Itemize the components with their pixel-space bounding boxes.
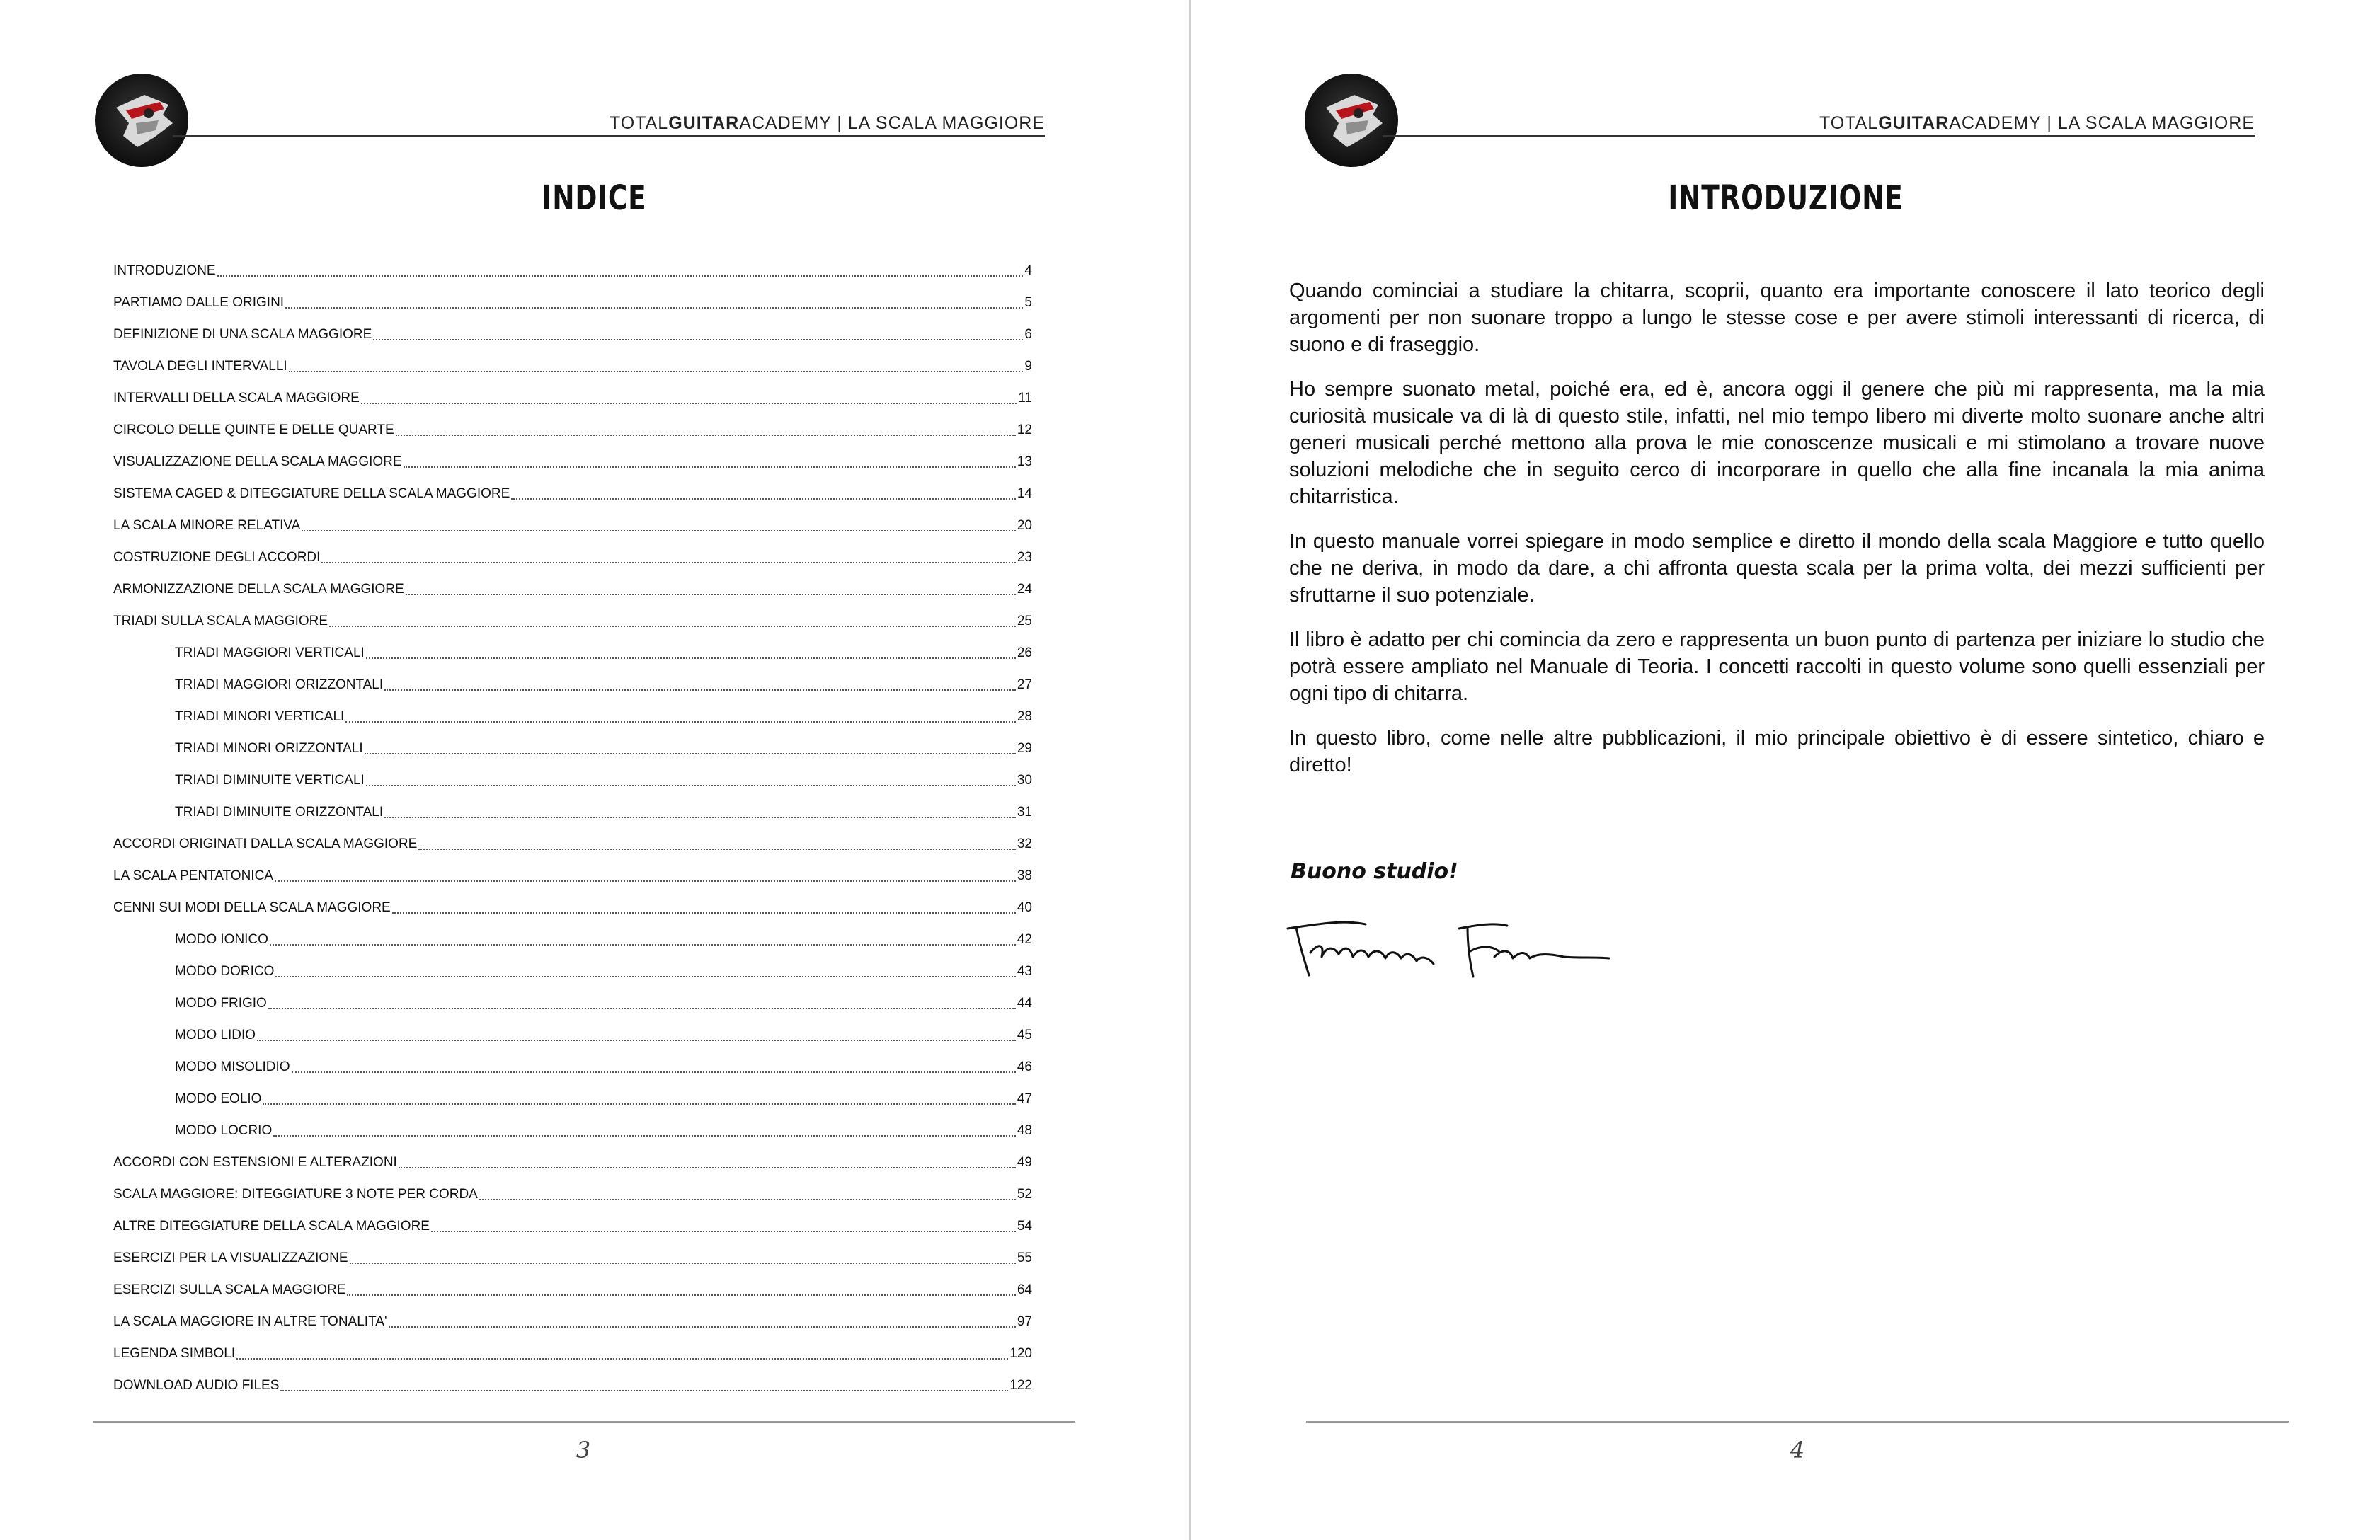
toc-entry-label: PARTIAMO DALLE ORIGINI: [113, 294, 285, 310]
toc-dot-leader: [263, 1103, 1015, 1105]
toc-entry[interactable]: [113, 1274, 1032, 1306]
toc-dot-leader: [396, 435, 1016, 436]
toc-entry-label: INTRODUZIONE: [113, 263, 216, 278]
toc-entry[interactable]: [113, 1306, 1032, 1338]
toc-entry[interactable]: [113, 669, 1032, 701]
toc-entry-label: CIRCOLO DELLE QUINTE E DELLE QUARTE: [113, 422, 394, 437]
toc-dot-leader: [404, 466, 1016, 468]
toc-dot-leader: [285, 307, 1023, 309]
toc-entry-label: TAVOLA DEGLI INTERVALLI: [113, 358, 287, 374]
toc-entry-label: TRIADI MINORI ORIZZONTALI: [175, 740, 363, 756]
toc-entry-label: ALTRE DITEGGIATURE DELLA SCALA MAGGIORE: [113, 1218, 430, 1234]
toc-entry-page: 49: [1017, 1154, 1032, 1170]
toc-entry-page: 23: [1017, 549, 1032, 565]
header-title: TOTALGUITARACADEMY | LA SCALA MAGGIORE: [1819, 113, 2255, 133]
toc-dot-leader: [373, 339, 1023, 340]
toc-entry-label: MODO LIDIO: [175, 1027, 256, 1042]
toc-entry[interactable]: [113, 318, 1032, 350]
toc-dot-leader: [257, 1040, 1016, 1041]
toc-dot-leader: [406, 594, 1016, 595]
toc-entry-label: ESERCIZI SULLA SCALA MAGGIORE: [113, 1282, 346, 1297]
toc-entry-label: TRIADI DIMINUITE VERTICALI: [175, 772, 365, 788]
header-title: TOTALGUITARACADEMY | LA SCALA MAGGIORE: [609, 113, 1045, 133]
intro-paragraph: In questo manuale vorrei spiegare in modo semplice e diretto il mondo della scala Maggiore e tutto quello che ne deriva, in modo da dare, a chi affronta questa scala per la prima volta, dei mezzi sufficienti per sfruttarne il suo potenziale.: [1289, 530, 2265, 607]
toc-entry-page: 43: [1017, 963, 1032, 979]
toc-entry[interactable]: [113, 1178, 1032, 1210]
toc-entry-page: 26: [1017, 645, 1032, 660]
toc-entry-page: 48: [1017, 1122, 1032, 1138]
greeting: Buono studio!: [1291, 859, 1458, 884]
toc-entry[interactable]: [113, 255, 1032, 287]
toc-dot-leader: [292, 1071, 1016, 1073]
toc-entry[interactable]: [113, 1210, 1032, 1242]
toc-entry-page: 24: [1017, 581, 1032, 597]
toc-entry-page: 40: [1017, 900, 1032, 915]
toc-entry-page: 32: [1017, 836, 1032, 851]
toc-entry[interactable]: [113, 510, 1032, 541]
toc-dot-leader: [479, 1199, 1016, 1200]
toc-entry-page: 120: [1009, 1345, 1032, 1361]
toc-entry[interactable]: [113, 287, 1032, 318]
toc-entry-label: LA SCALA PENTATONICA: [113, 868, 273, 883]
toc-dot-leader: [280, 1390, 1008, 1391]
toc-dot-leader: [389, 1326, 1016, 1328]
toc-dot-leader: [350, 1263, 1016, 1264]
toc-entry-page: 38: [1017, 868, 1032, 883]
toc-entry[interactable]: [113, 892, 1032, 924]
guitar-logo-icon: [1305, 74, 1398, 167]
academy-logo: [1305, 74, 1398, 167]
toc-dot-leader: [289, 371, 1024, 372]
toc-entry-label: ESERCIZI PER LA VISUALIZZAZIONE: [113, 1250, 348, 1265]
toc-entry-page: 25: [1017, 613, 1032, 628]
toc-entry-page: 14: [1017, 485, 1032, 501]
toc-entry-page: 97: [1017, 1314, 1032, 1329]
toc-entry-label: TRIADI DIMINUITE ORIZZONTALI: [175, 804, 384, 820]
page-title: INTRODUZIONE: [1668, 178, 1904, 218]
toc-entry-label: MODO EOLIO: [175, 1091, 262, 1106]
toc-entry-page: 29: [1017, 740, 1032, 756]
toc-dot-leader: [273, 1135, 1016, 1137]
toc-dot-leader: [366, 657, 1016, 659]
toc-dot-leader: [345, 721, 1016, 723]
toc-entry[interactable]: [113, 1369, 1032, 1401]
intro-paragraph: In questo libro, come nelle altre pubblicazioni, il mio principale obiettivo è di essere sintetico, chiaro e diretto!: [1289, 727, 2265, 776]
toc-entry[interactable]: [113, 987, 1032, 1019]
toc-entry-label: TRIADI MAGGIORI ORIZZONTALI: [175, 677, 384, 692]
toc-dot-leader: [366, 785, 1016, 786]
toc-entry-page: 28: [1017, 708, 1032, 724]
footer-rule: [93, 1421, 1075, 1423]
toc-entry-label: INTERVALLI DELLA SCALA MAGGIORE: [113, 390, 360, 406]
toc-entry-page: 9: [1024, 358, 1032, 374]
toc-dot-leader: [217, 275, 1024, 277]
toc-dot-leader: [384, 817, 1016, 818]
toc-entry-label: LA SCALA MAGGIORE IN ALTRE TONALITA': [113, 1314, 387, 1329]
toc-entry-page: 20: [1017, 517, 1032, 533]
toc-entry-label: TRIADI MINORI VERTICALI: [175, 708, 345, 724]
page-number: 3: [576, 1437, 591, 1464]
intro-paragraph: Quando cominciai a studiare la chitarra, scoprii, quanto era importante conoscere il lato teorico degli argomenti per non suonare troppo a lungo le stesse cose e per avere stimoli interessanti di ricerca, di suono e di fraseggio.: [1289, 280, 2265, 356]
toc-entry[interactable]: [113, 350, 1032, 382]
toc-entry-label: LEGENDA SIMBOLI: [113, 1345, 236, 1361]
toc-dot-leader: [418, 849, 1016, 850]
toc-entry-page: 6: [1024, 326, 1032, 342]
toc-entry-page: 52: [1017, 1186, 1032, 1202]
toc-entry[interactable]: [113, 1147, 1032, 1178]
page-number: 4: [1790, 1437, 1805, 1464]
toc-dot-leader: [268, 1008, 1016, 1009]
toc-entry-label: DOWNLOAD AUDIO FILES: [113, 1377, 280, 1393]
toc-entry[interactable]: [113, 1051, 1032, 1083]
toc-entry-page: 55: [1017, 1250, 1032, 1265]
toc-dot-leader: [365, 753, 1016, 754]
toc-dot-leader: [275, 880, 1016, 882]
toc-entry-label: MODO FRIGIO: [175, 995, 267, 1011]
toc-entry[interactable]: [113, 828, 1032, 860]
toc-dot-leader: [347, 1294, 1015, 1296]
handwritten-signature-icon: [1282, 907, 1622, 992]
toc-entry-page: 44: [1017, 995, 1032, 1011]
toc-entry-label: ACCORDI ORIGINATI DALLA SCALA MAGGIORE: [113, 836, 418, 851]
toc-entry-label: MODO MISOLIDIO: [175, 1059, 290, 1074]
left-page: [0, 0, 1189, 1540]
toc-entry-label: ACCORDI CON ESTENSIONI E ALTERAZIONI: [113, 1154, 397, 1170]
toc-entry-page: 122: [1009, 1377, 1032, 1393]
toc-entry-page: 4: [1024, 263, 1032, 278]
toc-dot-leader: [384, 689, 1016, 691]
toc-dot-leader: [399, 1167, 1016, 1168]
toc-entry-label: TRIADI SULLA SCALA MAGGIORE: [113, 613, 328, 628]
guitar-logo-icon: [95, 74, 188, 167]
toc-entry-page: 46: [1017, 1059, 1032, 1074]
table-of-contents: [113, 255, 1032, 1401]
toc-entry-page: 64: [1017, 1282, 1032, 1297]
toc-entry-page: 45: [1017, 1027, 1032, 1042]
toc-entry[interactable]: [113, 701, 1032, 732]
toc-entry-label: SISTEMA CAGED & DITEGGIATURE DELLA SCALA MAGGIORE: [113, 485, 510, 501]
right-page: [1191, 0, 2380, 1540]
toc-entry[interactable]: [113, 796, 1032, 828]
toc-entry[interactable]: [113, 1019, 1032, 1051]
intro-paragraph: Il libro è adatto per chi comincia da zero e rappresenta un buon punto di partenza per iniziare lo studio che potrà essere ampliato nel Manuale di Teoria. I concetti raccolti in questo volume sono quelli essenziali per ogni tipo di chitarra.: [1289, 628, 2265, 705]
toc-entry[interactable]: [113, 1338, 1032, 1369]
toc-entry[interactable]: [113, 955, 1032, 987]
toc-entry[interactable]: [113, 1083, 1032, 1115]
toc-entry-label: TRIADI MAGGIORI VERTICALI: [175, 645, 365, 660]
toc-dot-leader: [302, 530, 1016, 531]
toc-entry-label: MODO LOCRIO: [175, 1122, 273, 1138]
signature: [1282, 907, 1622, 996]
toc-entry[interactable]: [113, 446, 1032, 478]
toc-dot-leader: [392, 912, 1016, 914]
toc-entry[interactable]: [113, 605, 1032, 637]
toc-entry-page: 13: [1017, 454, 1032, 469]
toc-dot-leader: [361, 403, 1017, 404]
toc-entry-label: CENNI SUI MODI DELLA SCALA MAGGIORE: [113, 900, 391, 915]
toc-dot-leader: [270, 944, 1016, 946]
page-title: INDICE: [542, 178, 647, 218]
toc-entry-page: 42: [1017, 931, 1032, 947]
toc-entry[interactable]: [113, 732, 1032, 764]
toc-entry[interactable]: [113, 541, 1032, 573]
toc-entry[interactable]: [113, 860, 1032, 892]
toc-entry-page: 30: [1017, 772, 1032, 788]
toc-entry[interactable]: [113, 478, 1032, 510]
toc-entry[interactable]: [113, 924, 1032, 955]
toc-entry-page: 47: [1017, 1091, 1032, 1106]
toc-entry-label: MODO DORICO: [175, 963, 275, 979]
toc-entry-page: 27: [1017, 677, 1032, 692]
toc-entry[interactable]: [113, 382, 1032, 414]
toc-entry-label: LA SCALA MINORE RELATIVA: [113, 517, 301, 533]
toc-entry-page: 11: [1018, 390, 1032, 406]
toc-dot-leader: [236, 1358, 1008, 1360]
toc-entry-page: 12: [1017, 422, 1032, 437]
toc-entry[interactable]: [113, 1242, 1032, 1274]
toc-entry-label: SCALA MAGGIORE: DITEGGIATURE 3 NOTE PER CORDA: [113, 1186, 478, 1202]
academy-logo: [95, 74, 188, 167]
toc-entry-label: ARMONIZZAZIONE DELLA SCALA MAGGIORE: [113, 581, 404, 597]
toc-entry-label: COSTRUZIONE DEGLI ACCORDI: [113, 549, 321, 565]
intro-body: [1289, 277, 2265, 796]
toc-entry[interactable]: [113, 1115, 1032, 1147]
toc-entry-page: 5: [1024, 294, 1032, 310]
header-rule: [1383, 135, 2255, 137]
toc-dot-leader: [511, 498, 1016, 500]
toc-dot-leader: [275, 976, 1015, 977]
toc-entry-label: MODO IONICO: [175, 931, 268, 947]
toc-entry-page: 31: [1017, 804, 1032, 820]
toc-entry[interactable]: [113, 414, 1032, 446]
toc-dot-leader: [321, 562, 1015, 563]
toc-dot-leader: [431, 1231, 1016, 1232]
toc-entry[interactable]: [113, 637, 1032, 669]
toc-entry[interactable]: [113, 573, 1032, 605]
toc-entry-page: 54: [1017, 1218, 1032, 1234]
header-rule: [173, 135, 1045, 137]
toc-dot-leader: [329, 626, 1016, 627]
toc-entry-label: VISUALIZZAZIONE DELLA SCALA MAGGIORE: [113, 454, 402, 469]
footer-rule: [1306, 1421, 2289, 1423]
toc-entry[interactable]: [113, 764, 1032, 796]
toc-entry-label: DEFINIZIONE DI UNA SCALA MAGGIORE: [113, 326, 372, 342]
intro-paragraph: Ho sempre suonato metal, poiché era, ed è, ancora oggi il genere che più mi rappresenta, ma la mia curiosità musicale va di là di questo stile, infatti, nel mio tempo libero mi diverte molto suonare anche altri generi musicali perché mettono alla prova le mie conoscenze musicali e mi stimolano a trovare nuove soluzioni melodiche che in seguito cerco di incorporare in quello che alla fine incanala la mia anima chitarristica.: [1289, 378, 2265, 508]
